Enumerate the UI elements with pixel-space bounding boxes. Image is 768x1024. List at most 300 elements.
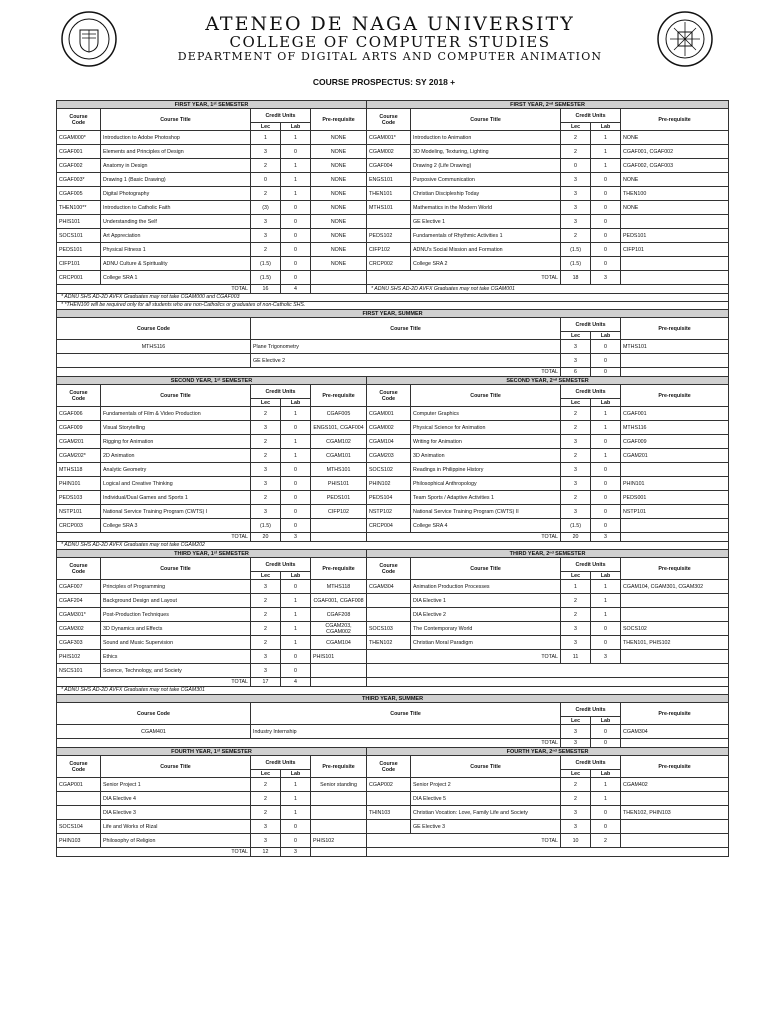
col-lab: Lab — [281, 399, 311, 407]
lec-units: 2 — [251, 622, 281, 636]
lec-units: 2 — [561, 491, 591, 505]
lec-units: 3 — [561, 201, 591, 215]
lec-units: 3 — [251, 580, 281, 594]
prerequisite: NONE — [311, 215, 367, 229]
lec-units: 3 — [251, 664, 281, 678]
course-title: Purposive Communication — [411, 173, 561, 187]
course-code: CGAM301* — [57, 608, 101, 622]
lab-units: 1 — [591, 608, 621, 622]
col-lab: Lab — [591, 770, 621, 778]
prerequisite: PHIS101 — [311, 477, 367, 491]
col-course-code: Course Code — [367, 558, 411, 580]
course-code — [57, 806, 101, 820]
lec-units: 3 — [561, 505, 591, 519]
empty-cell — [621, 739, 729, 748]
prerequisite: CIFP101 — [621, 243, 729, 257]
prospectus-table — [56, 100, 729, 857]
course-code: CGAF005 — [57, 187, 101, 201]
lab-units: 1 — [281, 435, 311, 449]
total-row — [57, 848, 729, 857]
lab-units: 1 — [591, 594, 621, 608]
course-row — [57, 243, 729, 257]
summer-band — [57, 310, 729, 318]
course-title: Christian Moral Paradigm — [411, 636, 561, 650]
course-code: CRCP001 — [57, 271, 101, 285]
col-lab: Lab — [281, 770, 311, 778]
course-title: GE Elective 3 — [411, 820, 561, 834]
total-lab: 3 — [591, 533, 621, 542]
semester-band — [57, 550, 729, 558]
semester-band — [57, 101, 729, 109]
semester-title: THIRD YEAR, 1ˢᵗ SEMESTER — [57, 550, 367, 558]
course-code: CIFP102 — [367, 243, 411, 257]
semester-band — [57, 377, 729, 385]
footnote-row — [57, 302, 729, 310]
prerequisite — [621, 608, 729, 622]
lec-units: 3 — [561, 215, 591, 229]
col-course-code: Course Code — [367, 756, 411, 778]
course-title: Sound and Music Supervision — [101, 636, 251, 650]
total-label: TOTAL — [57, 848, 251, 857]
lab-units: 1 — [281, 407, 311, 421]
empty-cell — [311, 848, 367, 857]
department-name: DEPARTMENT OF DIGITAL ARTS AND COMPUTER ANIMATION — [177, 50, 603, 63]
col-credit-units: Credit Units — [251, 756, 311, 770]
prerequisite: NONE — [621, 173, 729, 187]
total-label: TOTAL — [367, 650, 561, 664]
prerequisite: ENGS101, CGAF004 — [311, 421, 367, 435]
footnote-row — [57, 542, 729, 550]
course-code: MTHS116 — [57, 340, 251, 354]
course-row — [57, 806, 729, 820]
col-course-code: Course Code — [367, 109, 411, 131]
lab-units: 0 — [591, 806, 621, 820]
course-row — [57, 477, 729, 491]
prerequisite: CGAM402 — [621, 778, 729, 792]
prerequisite: CGAM101 — [311, 449, 367, 463]
lab-units: 0 — [281, 229, 311, 243]
lab-units: 0 — [281, 834, 311, 848]
lec-units: 3 — [251, 505, 281, 519]
lab-units: 0 — [281, 491, 311, 505]
course-title: DIA Elective 5 — [411, 792, 561, 806]
prerequisite: CGAM104, CGAM301, CGAM302 — [621, 580, 729, 594]
course-code: CGAM304 — [367, 580, 411, 594]
course-code — [57, 354, 251, 368]
total-label: TOTAL — [57, 678, 251, 687]
college-name: COLLEGE OF COMPUTER STUDIES — [229, 33, 551, 51]
col-prereq: Pre-requisite — [311, 109, 367, 131]
lec-units: 1 — [251, 131, 281, 145]
lab-units: 1 — [281, 608, 311, 622]
course-title: DIA Elective 1 — [411, 594, 561, 608]
col-course-code: Course Code — [57, 109, 101, 131]
lab-units: 0 — [591, 215, 621, 229]
page-header — [0, 0, 768, 70]
lec-units: 0 — [561, 159, 591, 173]
course-title: Plane Trigonometry — [251, 340, 561, 354]
course-code: PHIS102 — [57, 650, 101, 664]
prerequisite: CGAM104 — [311, 636, 367, 650]
lab-units: 0 — [591, 435, 621, 449]
course-code — [367, 820, 411, 834]
course-row — [57, 257, 729, 271]
course-title: DIA Elective 2 — [411, 608, 561, 622]
lab-units: 0 — [281, 477, 311, 491]
col-lab: Lab — [591, 123, 621, 131]
prerequisite — [311, 664, 367, 678]
lab-units: 1 — [591, 449, 621, 463]
lab-units: 1 — [591, 778, 621, 792]
col-course-title: Course Title — [101, 385, 251, 407]
course-title: Principles of Programming — [101, 580, 251, 594]
prerequisite: CGAM203, CGAM002 — [311, 622, 367, 636]
course-title: Philosophy of Religion — [101, 834, 251, 848]
lec-units: 3 — [561, 187, 591, 201]
col-prereq: Pre-requisite — [621, 558, 729, 580]
total-lec: 17 — [251, 678, 281, 687]
lec-units: 3 — [561, 636, 591, 650]
col-course-title: Course Title — [411, 109, 561, 131]
lab-units: 0 — [281, 505, 311, 519]
prerequisite: CGAM304 — [621, 725, 729, 739]
prerequisite: MTHS116 — [621, 421, 729, 435]
course-row — [57, 608, 729, 622]
total-label: TOTAL — [57, 739, 561, 748]
course-code: SOCS104 — [57, 820, 101, 834]
column-header-row — [57, 109, 729, 123]
col-lec: Lec — [561, 717, 591, 725]
lec-units: 3 — [561, 463, 591, 477]
total-lec: 11 — [561, 650, 591, 664]
course-code: CGAM001* — [367, 131, 411, 145]
empty-cell — [367, 664, 729, 678]
course-code: CGAM401 — [57, 725, 251, 739]
course-code: SOCS101 — [57, 229, 101, 243]
footnote: * ADNU SHS AD-2D AVFX Graduates may not take CGAM001 — [367, 285, 729, 294]
prerequisite — [311, 519, 367, 533]
course-row — [57, 449, 729, 463]
course-title: Art Appreciation — [101, 229, 251, 243]
lab-units: 0 — [591, 257, 621, 271]
prerequisite: CGAF001, CGAF002 — [621, 145, 729, 159]
course-title: Digital Photography — [101, 187, 251, 201]
lab-units: 0 — [281, 145, 311, 159]
prerequisite: PHIS102 — [311, 834, 367, 848]
lec-units: 3 — [251, 229, 281, 243]
course-row — [57, 505, 729, 519]
empty-cell — [621, 834, 729, 848]
course-row — [57, 664, 729, 678]
empty-cell — [311, 533, 367, 542]
prerequisite: CIFP102 — [311, 505, 367, 519]
total-row — [57, 533, 729, 542]
prerequisite: CGAM201 — [621, 449, 729, 463]
lab-units: 1 — [591, 131, 621, 145]
lab-units: 0 — [281, 421, 311, 435]
course-code: THEN100** — [57, 201, 101, 215]
lec-units: 3 — [561, 435, 591, 449]
lec-units: 3 — [251, 650, 281, 664]
course-code: CRCP003 — [57, 519, 101, 533]
lab-units: 0 — [591, 340, 621, 354]
total-lab: 0 — [591, 368, 621, 377]
col-lec: Lec — [561, 399, 591, 407]
column-header-row — [57, 385, 729, 399]
course-title: Background Design and Layout — [101, 594, 251, 608]
course-title: College SRA 3 — [101, 519, 251, 533]
col-credit-units: Credit Units — [251, 109, 311, 123]
col-lec: Lec — [561, 770, 591, 778]
lec-units: (1.5) — [251, 257, 281, 271]
total-label: TOTAL — [367, 271, 561, 285]
col-course-title: Course Title — [101, 558, 251, 580]
lab-units: 1 — [591, 421, 621, 435]
lec-units: 1 — [561, 580, 591, 594]
course-title: College SRA 2 — [411, 257, 561, 271]
prerequisite — [621, 792, 729, 806]
lec-units: 2 — [251, 608, 281, 622]
empty-cell — [621, 533, 729, 542]
course-code — [367, 594, 411, 608]
total-label: TOTAL — [57, 368, 561, 377]
col-course-title: Course Title — [411, 558, 561, 580]
lec-units: 3 — [561, 725, 591, 739]
college-seal-icon — [656, 10, 714, 68]
prerequisite: NONE — [311, 159, 367, 173]
lab-units: 0 — [591, 491, 621, 505]
empty-cell — [621, 368, 729, 377]
university-name: ATENEO DE NAGA UNIVERSITY — [205, 13, 575, 35]
lec-units: 2 — [561, 229, 591, 243]
lec-units: 3 — [251, 145, 281, 159]
col-lec: Lec — [251, 123, 281, 131]
col-prereq: Pre-requisite — [621, 385, 729, 407]
col-course-title: Course Title — [101, 756, 251, 778]
course-row — [57, 421, 729, 435]
course-code — [57, 792, 101, 806]
course-code: PEDS103 — [57, 491, 101, 505]
total-lab: 0 — [591, 739, 621, 748]
course-row — [57, 778, 729, 792]
lec-units: 2 — [561, 594, 591, 608]
course-code: PEDS104 — [367, 491, 411, 505]
total-lec: 12 — [251, 848, 281, 857]
column-header-row — [57, 756, 729, 770]
lec-units: 3 — [251, 463, 281, 477]
course-row — [57, 725, 729, 739]
course-title: Post-Production Techniques — [101, 608, 251, 622]
prerequisite: PHIN101 — [621, 477, 729, 491]
course-code: NSTP101 — [57, 505, 101, 519]
lab-units: 0 — [591, 463, 621, 477]
course-title: Visual Storytelling — [101, 421, 251, 435]
col-prereq: Pre-requisite — [311, 558, 367, 580]
col-prereq: Pre-requisite — [621, 756, 729, 778]
course-title: GE Elective 1 — [411, 215, 561, 229]
lec-units: 3 — [561, 806, 591, 820]
course-title: Computer Graphics — [411, 407, 561, 421]
col-lec: Lec — [561, 332, 591, 340]
course-code: PHIN101 — [57, 477, 101, 491]
col-prereq: Pre-requisite — [311, 385, 367, 407]
footnote-row — [57, 294, 729, 302]
col-prereq: Pre-requisite — [621, 703, 729, 725]
prerequisite: PEDS101 — [621, 229, 729, 243]
col-lec: Lec — [561, 572, 591, 580]
lab-units: 1 — [281, 131, 311, 145]
course-title: Senior Project 1 — [101, 778, 251, 792]
course-title: Physical Science for Animation — [411, 421, 561, 435]
lab-units: 0 — [281, 215, 311, 229]
course-code: SOCS102 — [367, 463, 411, 477]
course-code: CGAP001 — [57, 778, 101, 792]
course-title: Analytic Geometry — [101, 463, 251, 477]
empty-cell — [367, 848, 729, 857]
course-code: PHIS101 — [57, 215, 101, 229]
course-code: NSTP102 — [367, 505, 411, 519]
lec-units: 2 — [561, 131, 591, 145]
lec-units: 3 — [251, 215, 281, 229]
course-title: Drawing 1 (Basic Drawing) — [101, 173, 251, 187]
prerequisite: CGAF001, CGAF008 — [311, 594, 367, 608]
course-code: CGAF006 — [57, 407, 101, 421]
lec-units: 2 — [561, 608, 591, 622]
course-title: Elements and Principles of Design — [101, 145, 251, 159]
course-row — [57, 340, 729, 354]
course-row — [57, 354, 729, 368]
course-row — [57, 435, 729, 449]
lab-units: 1 — [281, 594, 311, 608]
course-row — [57, 519, 729, 533]
col-lec: Lec — [251, 399, 281, 407]
empty-cell — [311, 285, 367, 294]
prerequisite: NONE — [311, 187, 367, 201]
course-title: Fundamentals of Film & Video Production — [101, 407, 251, 421]
course-title: Introduction to Catholic Faith — [101, 201, 251, 215]
prerequisite: NSTP101 — [621, 505, 729, 519]
university-seal-icon — [60, 10, 118, 68]
lec-units: (1.5) — [251, 271, 281, 285]
lab-units: 1 — [281, 173, 311, 187]
course-row — [57, 834, 729, 848]
course-row — [57, 580, 729, 594]
prerequisite: NONE — [311, 201, 367, 215]
prerequisite — [311, 806, 367, 820]
col-lab: Lab — [591, 399, 621, 407]
course-title: DIA Elective 4 — [101, 792, 251, 806]
lab-units: 1 — [281, 449, 311, 463]
col-course-code: Course Code — [57, 318, 251, 340]
course-row — [57, 636, 729, 650]
course-code — [367, 215, 411, 229]
prerequisite: CGAF001 — [621, 407, 729, 421]
col-course-code: Course Code — [367, 385, 411, 407]
course-code: CGAM201 — [57, 435, 101, 449]
lab-units: 1 — [281, 187, 311, 201]
course-row — [57, 145, 729, 159]
course-row — [57, 201, 729, 215]
prerequisite: NONE — [311, 131, 367, 145]
summer-title: FIRST YEAR, SUMMER — [57, 310, 729, 318]
lab-units: 0 — [591, 477, 621, 491]
lec-units: 2 — [561, 778, 591, 792]
course-code: SOCS103 — [367, 622, 411, 636]
lab-units: 1 — [281, 636, 311, 650]
prerequisite: THEN102, PHIN103 — [621, 806, 729, 820]
total-lec: 20 — [561, 533, 591, 542]
empty-cell — [311, 678, 367, 687]
course-code: CGAF007 — [57, 580, 101, 594]
col-prereq: Pre-requisite — [621, 109, 729, 131]
col-lab: Lab — [591, 332, 621, 340]
col-lec: Lec — [251, 572, 281, 580]
course-title: GE Elective 2 — [251, 354, 561, 368]
prerequisite: PEDS001 — [621, 491, 729, 505]
total-row — [57, 368, 729, 377]
prerequisite: NONE — [621, 201, 729, 215]
col-course-code: Course Code — [57, 703, 251, 725]
total-label: TOTAL — [57, 285, 251, 294]
course-title: ADNU Culture & Spirituality — [101, 257, 251, 271]
course-row — [57, 594, 729, 608]
lab-units: 0 — [591, 243, 621, 257]
col-course-title: Course Title — [251, 318, 561, 340]
prerequisite — [621, 354, 729, 368]
lab-units: 0 — [591, 229, 621, 243]
course-title: National Service Training Program (CWTS) II — [411, 505, 561, 519]
lab-units: 1 — [281, 792, 311, 806]
lab-units: 1 — [591, 580, 621, 594]
course-title: Fundamentals of Rhythmic Activities 1 — [411, 229, 561, 243]
prerequisite: CGAM102 — [311, 435, 367, 449]
course-code: CGAM002 — [367, 421, 411, 435]
semester-title: THIRD YEAR, 2ⁿᵈ SEMESTER — [367, 550, 729, 558]
lab-units: 0 — [281, 201, 311, 215]
total-lab: 3 — [591, 271, 621, 285]
lab-units: 1 — [591, 792, 621, 806]
prerequisite: NONE — [311, 257, 367, 271]
course-title: Ethics — [101, 650, 251, 664]
footnote: * ADNU SHS AD-2D AVFX Graduates may not take CGAM000 and CGAF003 — [57, 294, 729, 302]
lec-units: 2 — [251, 435, 281, 449]
lec-units: 3 — [251, 421, 281, 435]
total-lab: 2 — [591, 834, 621, 848]
course-code: CIFP101 — [57, 257, 101, 271]
col-credit-units: Credit Units — [561, 385, 621, 399]
lab-units: 0 — [591, 354, 621, 368]
course-title: Readings in Philippine History — [411, 463, 561, 477]
course-title: Anatomy in Design — [101, 159, 251, 173]
total-lab: 3 — [281, 848, 311, 857]
course-title: College SRA 4 — [411, 519, 561, 533]
course-row — [57, 792, 729, 806]
lab-units: 0 — [591, 622, 621, 636]
semester-title: FIRST YEAR, 1ˢᵗ SEMESTER — [57, 101, 367, 109]
col-credit-units: Credit Units — [561, 756, 621, 770]
header-text — [130, 14, 650, 64]
empty-cell — [311, 271, 367, 285]
total-lec: 16 — [251, 285, 281, 294]
total-lec: 10 — [561, 834, 591, 848]
course-code — [367, 792, 411, 806]
course-row — [57, 820, 729, 834]
prerequisite: NONE — [311, 173, 367, 187]
prerequisite: NONE — [311, 145, 367, 159]
footnote-row — [57, 687, 729, 695]
col-credit-units: Credit Units — [561, 703, 621, 717]
col-course-title: Course Title — [411, 385, 561, 407]
